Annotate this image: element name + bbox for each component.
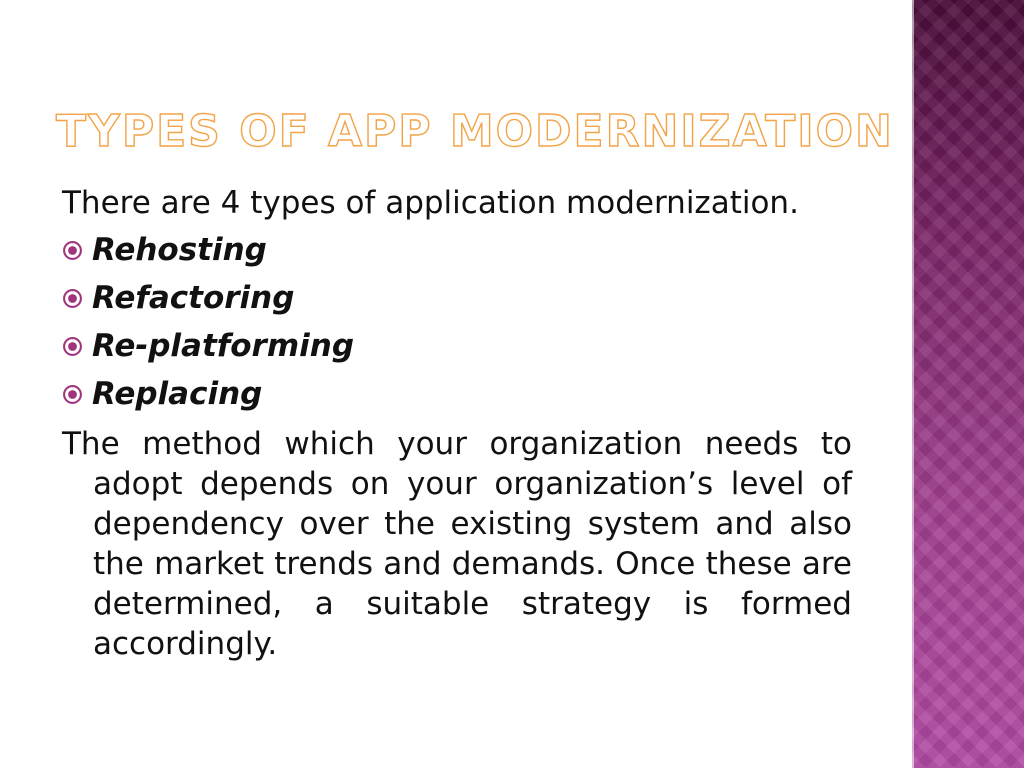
list-item bbox=[62, 370, 852, 418]
slide-body bbox=[62, 184, 852, 664]
list-item-label: Replacing bbox=[92, 376, 263, 412]
radio-bullet-icon bbox=[62, 240, 83, 261]
list-item bbox=[62, 226, 852, 274]
radio-bullet-icon bbox=[62, 336, 83, 357]
radio-bullet-icon bbox=[62, 288, 83, 309]
list-item-label: Refactoring bbox=[92, 280, 295, 316]
slide-title: TYPES OF APP MODERNIZATION bbox=[56, 106, 894, 157]
closing-paragraph: The method which your organization needs to adopt depends on your organization’s level of dependency over the existing system and also the market trends and demands. Once these are determined, a suitable strategy is formed accordingly. bbox=[62, 426, 852, 662]
list-item-label: Re-platforming bbox=[92, 328, 355, 364]
intro-paragraph: There are 4 types of application modernization. bbox=[62, 185, 799, 221]
list-item bbox=[62, 274, 852, 322]
modernization-types-list bbox=[62, 226, 852, 418]
radio-bullet-icon bbox=[62, 384, 83, 405]
list-item bbox=[62, 322, 852, 370]
list-item-label: Rehosting bbox=[92, 232, 267, 268]
decorative-side-band bbox=[912, 0, 1024, 768]
